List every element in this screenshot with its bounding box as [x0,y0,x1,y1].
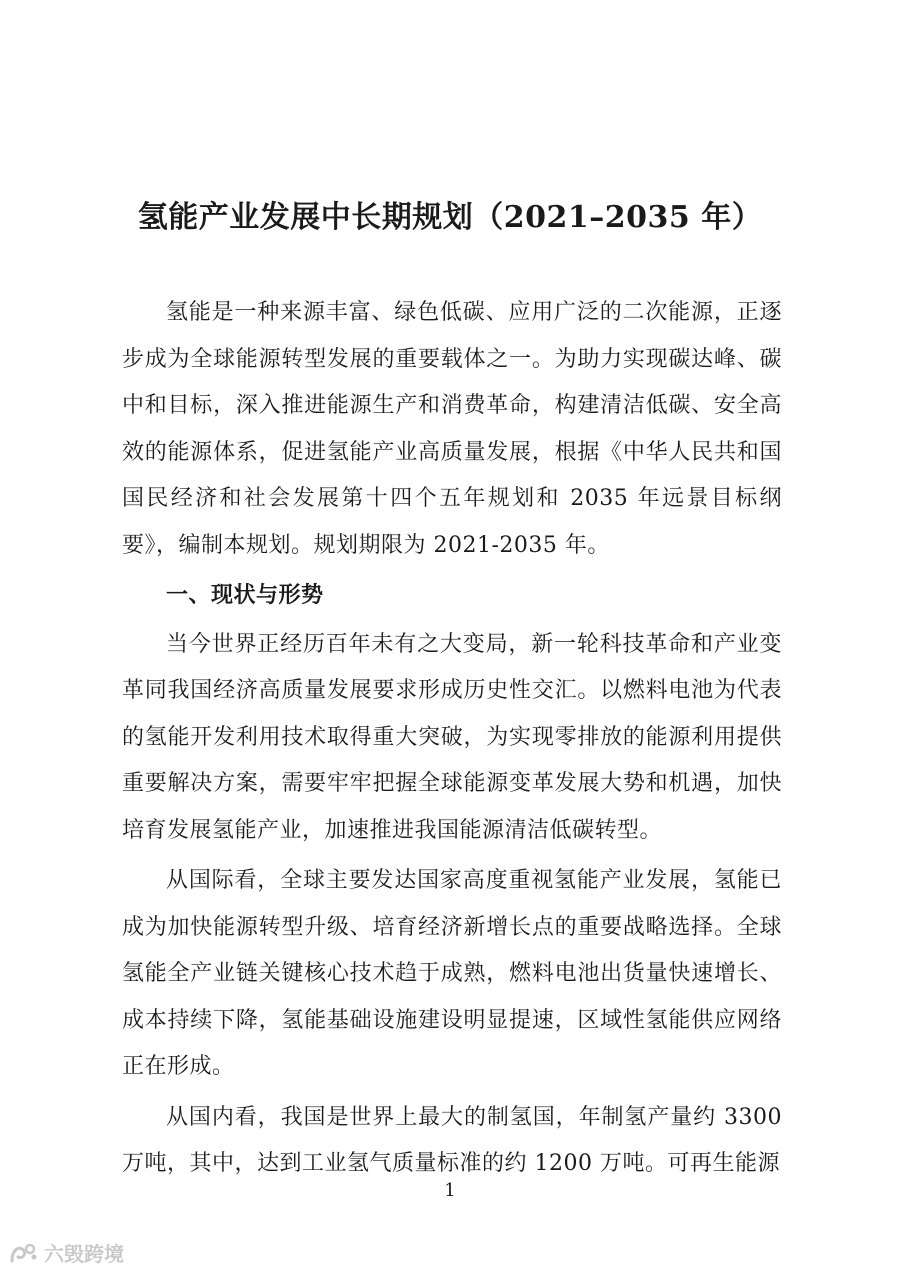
watermark-logo-icon [8,1241,38,1265]
watermark-text: 六毁跨境 [44,1242,124,1266]
document-body [122,290,782,1192]
section-paragraph-1: 当今世界正经历百年未有之大变局，新一轮科技革命和产业变革同我国经济高质量发展要求形成历史性交汇。以燃料电池为代表的氢能开发利用技术取得重大突破，为实现零排放的能源利用提供重要解决方案，需要牢牢把握全球能源变革发展大势和机遇，加快培育发展氢能产业，加速推进我国能源清洁低碳转型。 [122,631,782,843]
section-paragraph-2: 从国际看，全球主要发达国家高度重视氢能产业发展，氢能已成为加快能源转型升级、培育经济新增长点的重要战略选择。全球氢能全产业链关键核心技术趋于成熟，燃料电池出货量快速增长、成本持续下降，氢能基础设施建设明显提速，区域性氢能供应网络正在形成。 [122,868,782,1079]
section-heading: 一、现状与形势 [166,583,324,608]
section-paragraph-3: 从国内看，我国是世界上最大的制氢国，年制氢产量约 3300 万吨，其中，达到工业氢气质量标准的约 1200 万吨。可再生能源 [122,1104,782,1176]
watermark [8,1238,124,1267]
document-title: 氢能产业发展中长期规划（2021–2035 年） [137,200,763,235]
page-number: 1 [444,1180,456,1201]
intro-paragraph: 氢能是一种来源丰富、绿色低碳、应用广泛的二次能源，正逐步成为全球能源转型发展的重要载体之一。为助力实现碳达峰、碳中和目标，深入推进能源生产和消费革命，构建清洁低碳、安全高效的能源体系，促进氢能产业高质量发展，根据《中华人民共和国国民经济和社会发展第十四个五年规划和 2035 年远景目标纲要》，编制本规划。规划期限为 2021-2035 年。 [122,300,782,558]
